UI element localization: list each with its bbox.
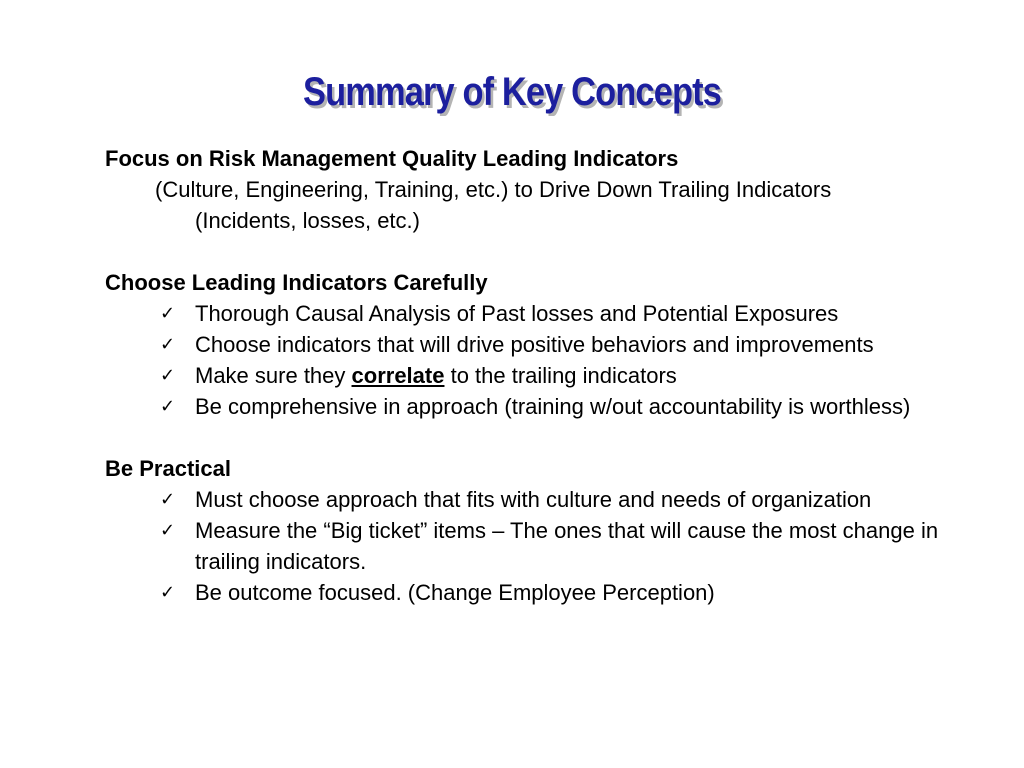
checklist-choose [105,298,965,422]
section-heading-choose: Choose Leading Indicators Carefully [105,270,488,295]
list-item [105,484,965,515]
section-heading-practical: Be Practical [105,456,231,481]
spacer [105,236,965,267]
list-item-text: Choose indicators that will drive positive behaviors and improvements [195,332,874,357]
slide-content [105,143,965,608]
list-item-text: Must choose approach that fits with culture and needs of organization [195,487,872,512]
list-item [105,360,965,391]
section-heading-focus: Focus on Risk Management Quality Leading Indicators [105,146,679,171]
emphasized-word: correlate [351,363,445,388]
checklist-practical [105,484,965,608]
list-item-text: Thorough Causal Analysis of Past losses and Potential Exposures [195,301,839,326]
checkmark-icon: ✓ [160,303,176,324]
list-item-text: Measure the “Big ticket” items – The ones that will cause the most change in trailing indicators. [195,518,939,574]
list-item [105,515,965,577]
list-item-text-after: to the trailing indicators [444,363,677,388]
list-item-text-before: Make sure they [195,363,352,388]
spacer [105,422,965,453]
section-detail-line-2: (Incidents, losses, etc.) [195,208,420,233]
list-item [105,391,965,422]
list-item-text: Be outcome focused. (Change Employee Perception) [195,580,715,605]
list-item [105,329,965,360]
checkmark-icon: ✓ [160,582,176,603]
list-item-text: Be comprehensive in approach (training w/out accountability is worthless) [195,394,911,419]
checkmark-icon: ✓ [160,334,176,355]
list-item [105,577,965,608]
checkmark-icon: ✓ [160,489,176,510]
checkmark-icon: ✓ [160,520,176,541]
list-item [105,298,965,329]
checkmark-icon: ✓ [160,365,176,386]
section-detail-line-1: (Culture, Engineering, Training, etc.) to Drive Down Trailing Indicators [155,177,832,202]
checkmark-icon: ✓ [160,396,176,417]
slide-title: Summary of Key Concepts [303,70,721,114]
